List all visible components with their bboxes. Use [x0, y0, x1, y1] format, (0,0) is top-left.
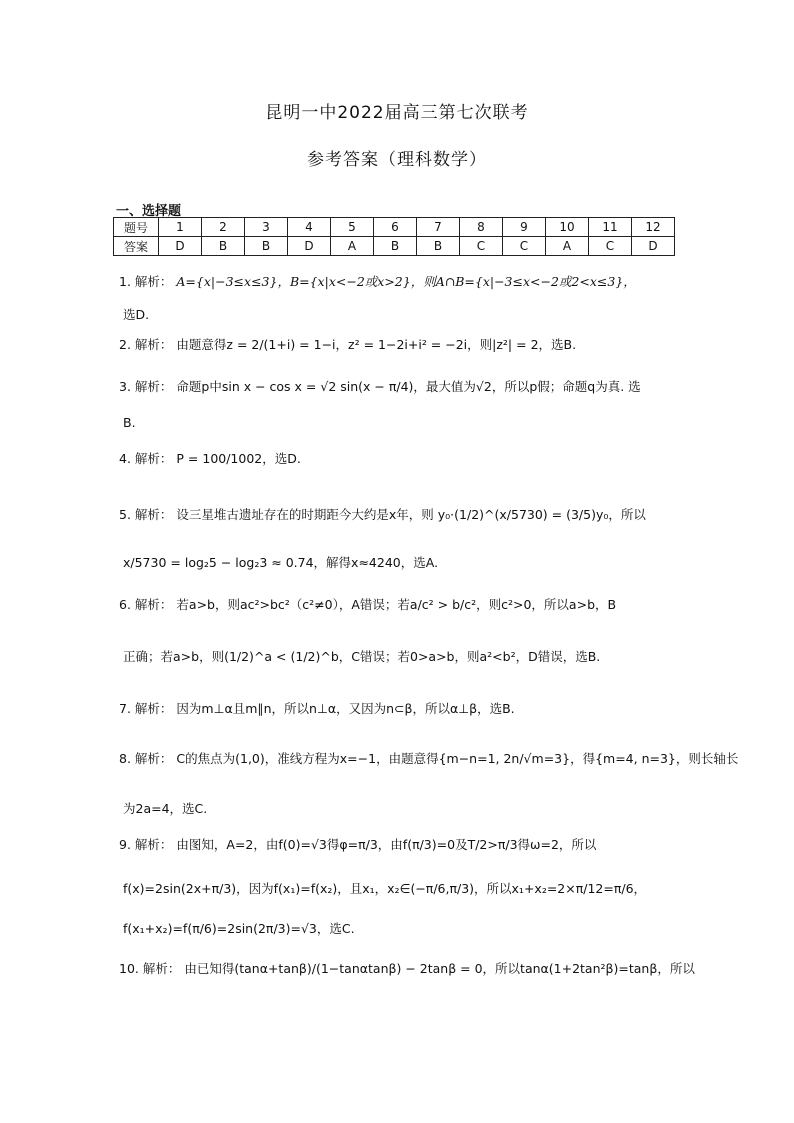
solution-line: f(x₁+x₂)=f(π/6)=2sin(2π/3)=√3，选C.	[123, 921, 355, 936]
table-cell: A	[546, 237, 589, 256]
solution-line: 10. 解析： 由已知得(tanα+tanβ)/(1−tanαtanβ) − 2tanβ = 0，所以tanα(1+2tan²β)=tanβ，所以	[119, 961, 695, 976]
table-cell: 9	[503, 218, 546, 237]
document-title: 昆明一中2022届高三第七次联考	[265, 103, 529, 123]
table-cell: D	[159, 237, 202, 256]
table-cell: 3	[245, 218, 288, 237]
table-cell: 5	[331, 218, 374, 237]
solution-line: 1. 解析： A={x|−3≤x≤3}，B={x|x<−2或x>2}，则A∩B={x|−3≤x<−2或2<x≤3}，	[119, 274, 636, 289]
solution-line: f(x)=2sin(2x+π/3)，因为f(x₁)=f(x₂)，且x₁，x₂∈(−π/6,π/3)，所以x₁+x₂=2×π/12=π/6，	[123, 881, 647, 896]
solution-line: 6. 解析： 若a>b，则ac²>bc²（c²≠0），A错误；若a/c² > b/c²，则c²>0，所以a>b，B	[119, 597, 617, 612]
table-cell: C	[589, 237, 632, 256]
table-row-answers	[114, 237, 675, 256]
table-cell: B	[202, 237, 245, 256]
solution-line: 8. 解析： C的焦点为(1,0)，准线方程为x=−1，由题意得{m−n=1, 2n/√m=3}，得{m=4, n=3}，则长轴长	[119, 751, 739, 766]
table-cell: 7	[417, 218, 460, 237]
table-cell: 8	[460, 218, 503, 237]
solution-line: 3. 解析： 命题p中sin x − cos x = √2 sin(x − π/4)，最大值为√2，所以p假；命题q为真. 选	[119, 379, 641, 394]
table-cell: 10	[546, 218, 589, 237]
table-cell: 11	[589, 218, 632, 237]
solution-line: 为2a=4，选C.	[123, 801, 208, 816]
document-subtitle: 参考答案（理科数学）	[307, 150, 487, 170]
table-cell: D	[632, 237, 675, 256]
table-cell: 6	[374, 218, 417, 237]
table-row-numbers	[114, 218, 675, 237]
solution-line: 2. 解析： 由题意得z = 2/(1+i) = 1−i，z² = 1−2i+i² = −2i，则|z²| = 2，选B.	[119, 337, 577, 352]
table-cell: 1	[159, 218, 202, 237]
table-cell: A	[331, 237, 374, 256]
solution-line: 5. 解析： 设三星堆古遗址存在的时期距今大约是x年，则 y₀·(1/2)^(x/5730) = (3/5)y₀，所以	[119, 507, 646, 522]
table-cell: 12	[632, 218, 675, 237]
solution-line: 9. 解析： 由图知，A=2，由f(0)=√3得φ=π/3，由f(π/3)=0及T/2>π/3得ω=2，所以	[119, 837, 597, 852]
table-cell: D	[288, 237, 331, 256]
table-cell: 2	[202, 218, 245, 237]
solution-line: 7. 解析： 因为m⊥α且m∥n，所以n⊥α，又因为n⊂β，所以α⊥β，选B.	[119, 701, 515, 716]
solution-line: x/5730 = log₂5 − log₂3 ≈ 0.74，解得x≈4240，选A.	[123, 555, 439, 570]
table-cell: B	[374, 237, 417, 256]
table-answer-label: 答案	[114, 237, 159, 256]
solution-line: 选D.	[123, 307, 150, 322]
section-heading: 一、选择题	[116, 204, 182, 219]
table-cell: B	[245, 237, 288, 256]
solution-line: 4. 解析： P = 100/1002，选D.	[119, 451, 301, 466]
table-header-label: 题号	[114, 218, 159, 237]
table-cell: B	[417, 237, 460, 256]
table-cell: 4	[288, 218, 331, 237]
answer-table	[113, 217, 675, 256]
solution-line: 正确；若a>b，则(1/2)^a < (1/2)^b，C错误；若0>a>b，则a²<b²，D错误，选B.	[123, 649, 601, 664]
solution-line: B.	[123, 415, 136, 430]
table-cell: C	[503, 237, 546, 256]
table-cell: C	[460, 237, 503, 256]
